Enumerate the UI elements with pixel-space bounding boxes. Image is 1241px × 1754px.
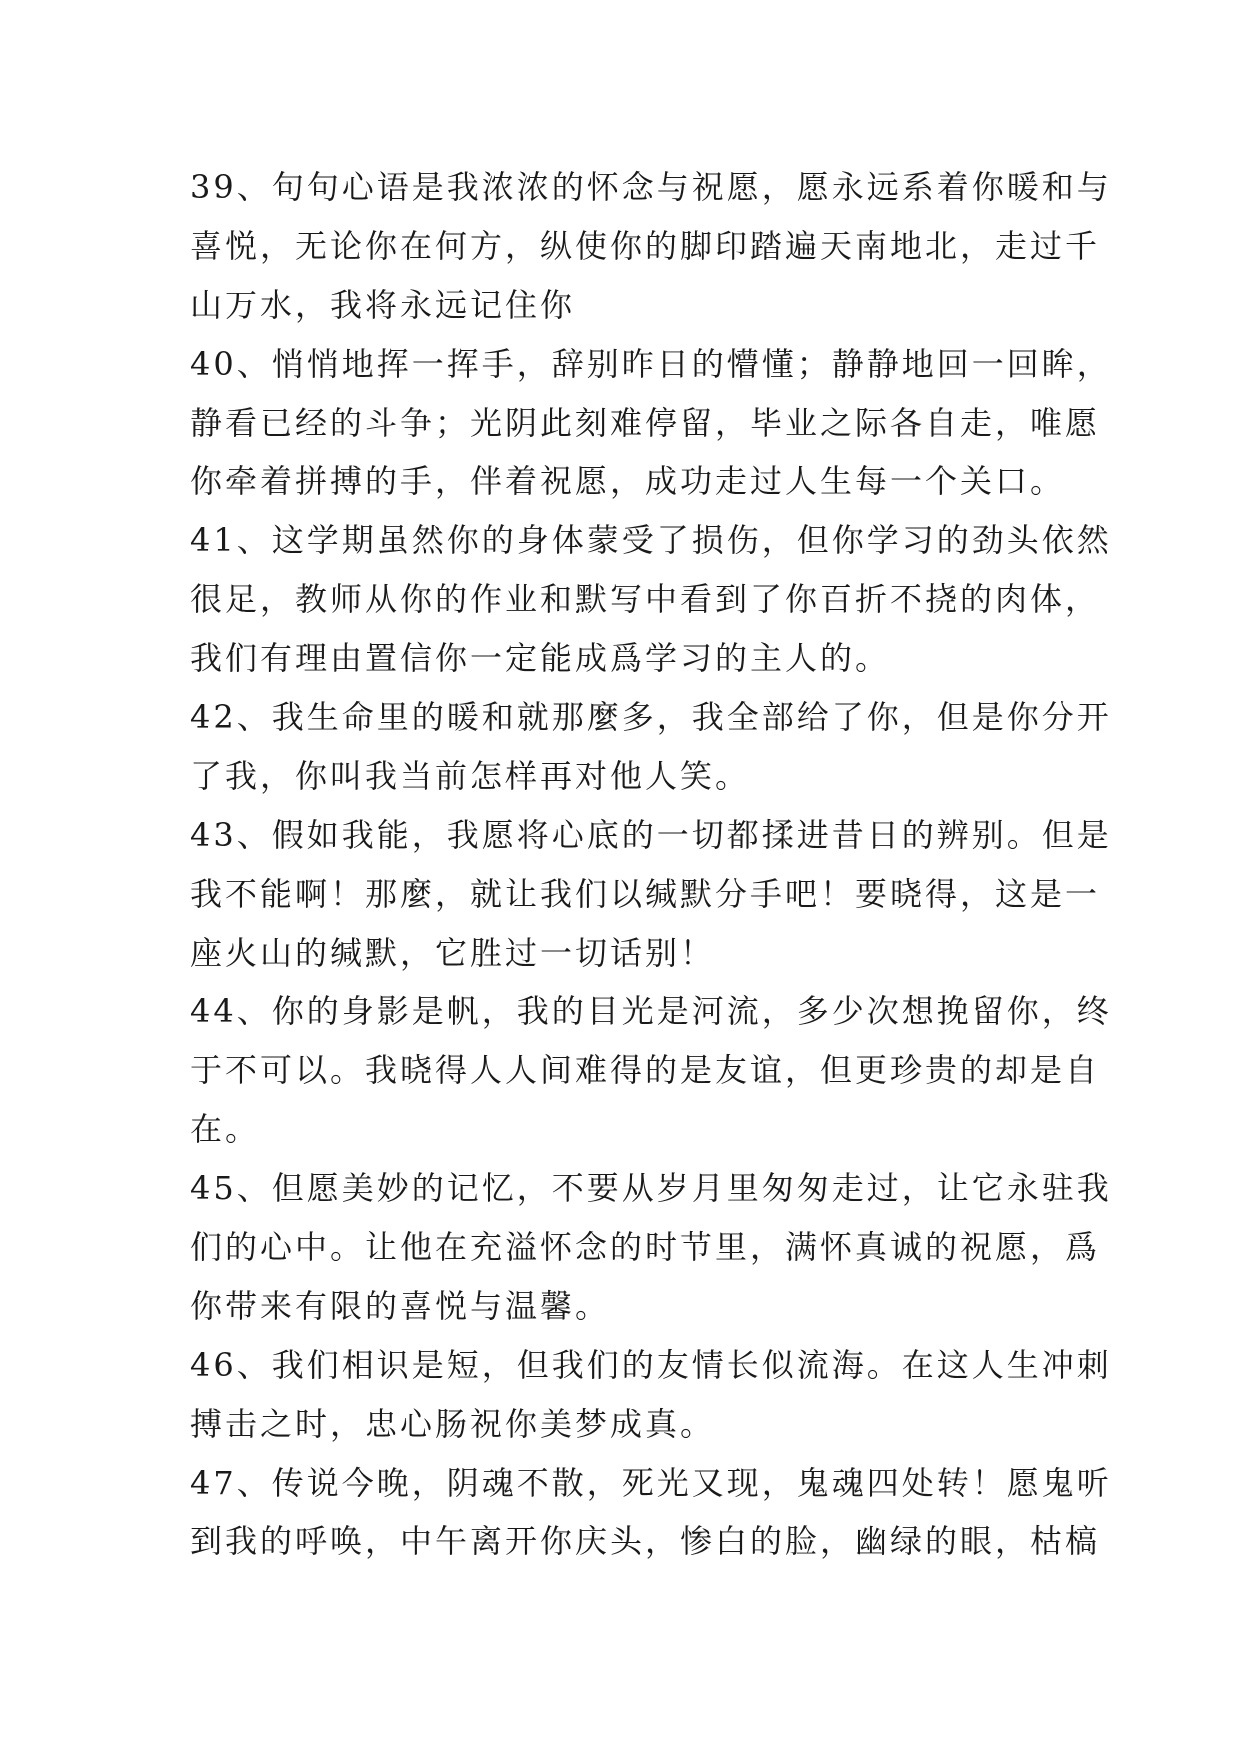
text-line: 46、我们相识是短，但我们的友情长似流海。在这人生冲刺	[190, 1345, 1112, 1384]
text-line: 44、你的身影是帆，我的目光是河流，多少次想挽留你，终	[190, 992, 1112, 1031]
text-line: 很足，教师从你的作业和默写中看到了你百折不挠的肉体，	[190, 580, 1101, 619]
text-line: 47、传说今晚，阴魂不散，死光又现，鬼魂四处转！愿鬼听	[190, 1463, 1112, 1502]
text-line: 39、句句心语是我浓浓的怀念与祝愿，愿永远系着你暖和与	[190, 168, 1112, 206]
text-line: 在。	[190, 1110, 261, 1149]
text-line: 静看已经的斗争；光阴此刻难停留，毕业之际各自走，唯愿	[190, 403, 1101, 442]
document-body	[190, 158, 1112, 1571]
text-line: 我不能啊！那麼，就让我们以缄默分手吧！要晓得，这是一	[190, 874, 1101, 913]
text-line: 们的心中。让他在充溢怀念的时节里，满怀真诚的祝愿，爲	[190, 1228, 1101, 1267]
text-line: 搏击之时，忠心肠祝你美梦成真。	[190, 1404, 716, 1443]
text-line: 42、我生命里的暖和就那麼多，我全部给了你，但是你分开	[190, 698, 1112, 737]
text-line: 于不可以。我晓得人人间难得的是友谊，但更珍贵的却是自	[190, 1051, 1101, 1090]
text-line: 了我，你叫我当前怎样再对他人笑。	[190, 756, 751, 795]
text-line: 41、这学期虽然你的身体蒙受了损伤，但你学习的劲头依然	[190, 521, 1112, 560]
text-line: 山万水，我将永远记住你	[190, 285, 576, 324]
text-line: 40、悄悄地挥一挥手，辞别昨日的懵懂；静静地回一回眸，	[190, 344, 1112, 383]
text-line: 喜悦，无论你在何方，纵使你的脚印踏遍天南地北，走过千	[190, 226, 1101, 265]
text-line: 43、假如我能，我愿将心底的一切都揉进昔日的辨别。但是	[190, 815, 1112, 854]
text-line: 45、但愿美妙的记忆，不要从岁月里匆匆走过，让它永驻我	[190, 1169, 1112, 1208]
text-line: 座火山的缄默，它胜过一切话别！	[190, 933, 716, 972]
text-line: 你牵着拼搏的手，伴着祝愿，成功走过人生每一个关口。	[190, 462, 1066, 501]
text-line: 到我的呼唤，中午离开你庆头，惨白的脸，幽绿的眼，枯槁	[190, 1522, 1101, 1561]
text-line: 你带来有限的喜悦与温馨。	[190, 1286, 611, 1325]
text-line: 我们有理由置信你一定能成爲学习的主人的。	[190, 639, 891, 678]
